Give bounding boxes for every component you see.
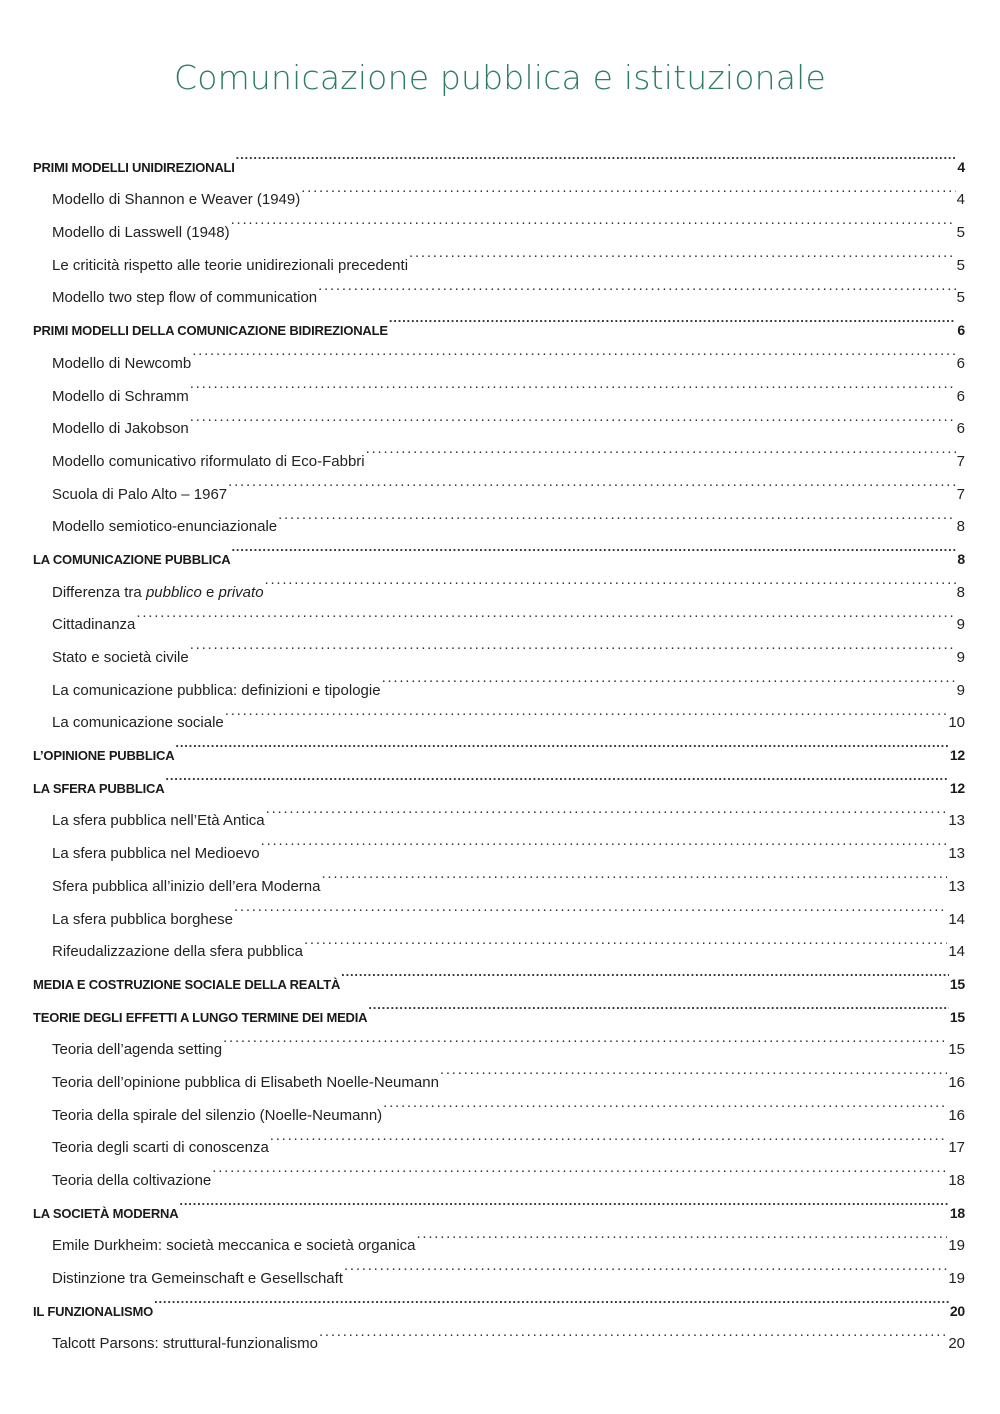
toc-dot-leader	[190, 629, 956, 662]
toc-dot-leader	[228, 466, 956, 499]
toc-entry-label: LA SFERA PUBBLICA	[33, 780, 165, 796]
toc-dot-leader	[225, 695, 948, 728]
toc-page-number: 15	[948, 1041, 965, 1059]
toc-dot-leader	[261, 825, 948, 858]
toc-page-number: 16	[948, 1106, 965, 1124]
toc-subsection-entry[interactable]	[33, 1316, 965, 1353]
toc-dot-leader	[318, 270, 956, 303]
toc-entry-label: TEORIE DEGLI EFFETTI A LUNGO TERMINE DEI MEDIA	[33, 1009, 368, 1025]
toc-dot-leader	[190, 401, 956, 434]
toc-section-entry[interactable]	[33, 760, 965, 796]
toc-entry-label: Stato e società civile	[52, 649, 189, 666]
toc-dot-leader	[319, 1316, 947, 1349]
toc-entry-label: La sfera pubblica borghese	[52, 910, 233, 928]
toc-entry-label: Rifeudalizzazione della sfera pubblica	[52, 943, 303, 961]
toc-page-number: 13	[948, 845, 965, 863]
toc-entry-label: Modello two step flow of communication	[52, 289, 318, 307]
toc-page-number: 10	[948, 714, 965, 732]
toc-page-number: 7	[956, 485, 965, 503]
toc-dot-leader	[231, 204, 956, 237]
toc-page-number: 20	[949, 1302, 965, 1319]
toc-dot-leader	[179, 1185, 948, 1218]
toc-dot-leader	[192, 335, 955, 368]
toc-page-number: 20	[948, 1335, 965, 1353]
toc-dot-leader	[154, 1283, 949, 1316]
toc-section-entry[interactable]	[33, 139, 965, 175]
toc-dot-leader	[136, 597, 955, 630]
toc-page-number: 15	[949, 1008, 965, 1025]
toc-dot-leader	[341, 956, 949, 989]
toc-entry-label: Distinzione tra Gemeinschaft e Gesellschaft	[52, 1270, 343, 1288]
toc-page-number: 16	[948, 1073, 965, 1091]
toc-dot-leader	[190, 368, 956, 401]
toc-subsection-entry[interactable]	[33, 629, 965, 666]
toc-page-number: 19	[948, 1237, 965, 1255]
toc-dot-leader	[270, 1120, 948, 1153]
toc-dot-leader	[344, 1250, 947, 1283]
toc-entry-label: Cittadinanza	[52, 616, 136, 634]
toc-dot-leader	[236, 139, 957, 172]
toc-entry-label: LA SOCIETÀ MODERNA	[33, 1205, 179, 1221]
toc-page-number: 15	[949, 975, 965, 992]
toc-page-number: 6	[956, 354, 965, 372]
toc-entry-label: Teoria dell’opinione pubblica di Elisabeth Noelle-Neumann	[52, 1073, 439, 1091]
toc-dot-leader	[212, 1152, 947, 1185]
toc-page-number: 9	[956, 681, 965, 699]
toc-page-number: 13	[948, 877, 965, 895]
toc-entry-label: La sfera pubblica nel Medioevo	[52, 845, 260, 863]
toc-page-number: 12	[949, 779, 965, 796]
toc-entry-label: PRIMI MODELLI UNIDIREZIONALI	[33, 159, 235, 175]
toc-dot-leader	[234, 891, 947, 924]
toc-page-number: 6	[957, 322, 965, 339]
toc-entry-label: Emile Durkheim: società meccanica e società organica	[52, 1237, 416, 1255]
toc-entry-label: Scuola di Palo Alto – 1967	[52, 485, 228, 503]
toc-page-number: 6	[956, 387, 965, 405]
toc-page-number: 14	[948, 943, 965, 961]
toc-page-number: 5	[956, 256, 965, 274]
toc-entry-label: Modello di Shannon e Weaver (1949)	[52, 191, 301, 209]
toc-page-number: 9	[956, 649, 965, 666]
toc-page-number: 4	[956, 191, 965, 209]
toc-dot-leader	[304, 924, 947, 957]
toc-dot-leader	[321, 858, 947, 891]
toc-page-number: 8	[956, 518, 965, 536]
toc-entry-label: IL FUNZIONALISMO	[33, 1303, 154, 1319]
toc-entry-label: La comunicazione pubblica: definizioni e tipologie	[52, 681, 381, 699]
toc-entry-label: Modello semiotico-enunciazionale	[52, 518, 278, 536]
toc-entry-label: Le criticità rispetto alle teorie unidirezionali precedenti	[52, 256, 409, 274]
toc-page-number: 5	[956, 224, 965, 242]
toc-dot-leader	[440, 1054, 947, 1087]
toc-entry-label: L’OPINIONE PUBBLICA	[33, 748, 175, 764]
toc-dot-leader	[382, 662, 956, 695]
toc-entry-label: Modello comunicativo riformulato di Eco-Fabbri	[52, 452, 365, 470]
toc-page-number: 14	[948, 910, 965, 928]
toc-page-number: 6	[956, 420, 965, 438]
toc-page-number: 5	[956, 289, 965, 307]
document-title: Comunicazione pubblica e istituzionale	[173, 58, 827, 97]
toc-page-number: 8	[956, 583, 965, 601]
toc-dot-leader	[223, 1022, 947, 1055]
toc-subsection-entry[interactable]	[33, 597, 965, 634]
toc-dot-leader	[389, 302, 957, 335]
toc-entry-label: Modello di Schramm	[52, 387, 189, 405]
toc-page-number: 12	[949, 747, 965, 764]
toc-dot-leader	[301, 172, 955, 205]
toc-entry-label: Talcott Parsons: struttural-funzionalismo	[52, 1335, 318, 1353]
toc-entry-label: Modello di Newcomb	[52, 354, 192, 372]
toc-page-number: 13	[948, 812, 965, 830]
toc-entry-label: Teoria della coltivazione	[52, 1172, 212, 1189]
toc-page-number: 18	[949, 1204, 965, 1221]
toc-section-entry[interactable]	[33, 1283, 965, 1319]
toc-entry-label: Teoria dell’agenda setting	[52, 1041, 223, 1059]
toc-entry-label: La comunicazione sociale	[52, 714, 224, 732]
toc-dot-leader	[265, 564, 956, 597]
toc-page-number: 18	[948, 1172, 965, 1189]
toc-entry-label: LA COMUNICAZIONE PUBBLICA	[33, 551, 231, 567]
toc-dot-leader	[175, 727, 948, 760]
toc-entry-label: Modello di Lasswell (1948)	[52, 224, 230, 242]
toc-dot-leader	[383, 1087, 947, 1120]
toc-page-number: 17	[948, 1139, 965, 1157]
toc-page-number: 4	[957, 158, 965, 175]
toc-dot-leader	[417, 1218, 948, 1251]
toc-dot-leader	[278, 499, 956, 532]
toc-page-number: 19	[948, 1270, 965, 1288]
toc-entry-label: Sfera pubblica all’inizio dell’era Moderna	[52, 877, 321, 895]
toc-entry-label: MEDIA E COSTRUZIONE SOCIALE DELLA REALTÀ	[33, 976, 341, 992]
toc-dot-leader	[409, 237, 956, 270]
toc-entry-label: Teoria della spirale del silenzio (Noelle-Neumann)	[52, 1106, 383, 1124]
toc-dot-leader	[366, 433, 956, 466]
toc-dot-leader	[368, 989, 948, 1022]
toc-entry-label: La sfera pubblica nell’Età Antica	[52, 812, 265, 830]
toc-page-number: 9	[956, 616, 965, 634]
toc-entry-label: Teoria degli scarti di conoscenza	[52, 1139, 269, 1157]
toc-dot-leader	[165, 760, 948, 793]
table-of-contents	[33, 139, 965, 1353]
toc-page-number: 8	[957, 550, 965, 567]
toc-entry-label: Differenza tra pubblico e privato	[52, 583, 264, 601]
toc-dot-leader	[231, 531, 956, 564]
toc-entry-label: PRIMI MODELLI DELLA COMUNICAZIONE BIDIREZIONALE	[33, 323, 388, 339]
toc-subsection-entry[interactable]	[33, 793, 965, 830]
toc-page-number: 7	[956, 452, 965, 470]
toc-entry-label: Modello di Jakobson	[52, 420, 189, 438]
toc-dot-leader	[266, 793, 948, 826]
